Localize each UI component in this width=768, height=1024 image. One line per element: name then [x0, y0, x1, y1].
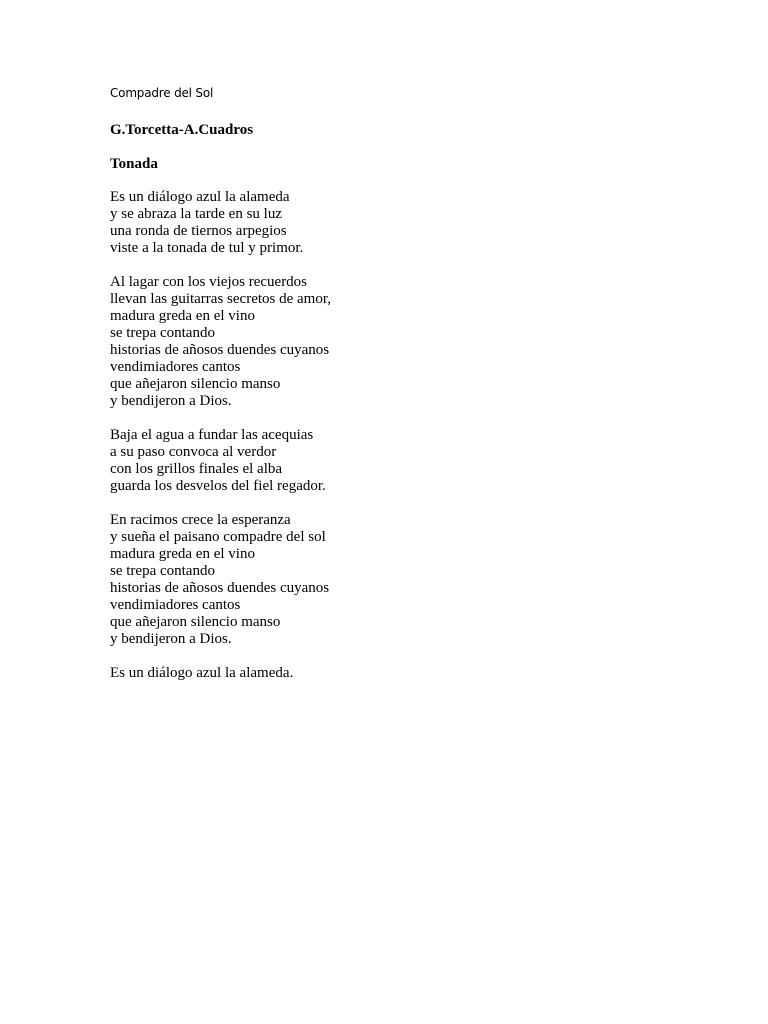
song-authors: G.Torcetta-A.Cuadros [110, 122, 254, 138]
lyric-line: madura greda en el vino [110, 308, 255, 324]
lyric-line: Es un diálogo azul la alameda [110, 189, 290, 205]
stanza-5 [110, 665, 710, 682]
song-genre: Tonada [110, 156, 158, 172]
stanza-1 [110, 189, 710, 257]
lyric-line: viste a la tonada de tul y primor. [110, 240, 304, 256]
lyric-line: Al lagar con los viejos recuerdos [110, 274, 308, 290]
lyrics-body [110, 189, 710, 699]
lyric-line: madura greda en el vino [110, 546, 255, 562]
lyric-line: y bendijeron a Dios. [110, 631, 232, 647]
lyric-line: se trepa contando [110, 563, 215, 579]
stanza-4 [110, 512, 710, 648]
lyric-line: una ronda de tiernos arpegios [110, 223, 287, 239]
lyric-line: se trepa contando [110, 325, 215, 341]
lyric-line: y bendijeron a Dios. [110, 393, 232, 409]
lyric-line: Baja el agua a fundar las acequias [110, 427, 314, 443]
lyric-line: vendimiadores cantos [110, 597, 241, 613]
lyric-line: historias de añosos duendes cuyanos [110, 580, 330, 596]
document-title: Compadre del Sol [110, 86, 214, 100]
lyric-line: a su paso convoca al verdor [110, 444, 277, 460]
lyric-line: que añejaron silencio manso [110, 614, 281, 630]
lyric-line: vendimiadores cantos [110, 359, 241, 375]
lyric-line: que añejaron silencio manso [110, 376, 281, 392]
lyric-line: Es un diálogo azul la alameda. [110, 665, 294, 681]
lyric-line: llevan las guitarras secretos de amor, [110, 291, 331, 307]
lyric-line: y se abraza la tarde en su luz [110, 206, 282, 222]
lyric-line: En racimos crece la esperanza [110, 512, 291, 528]
lyric-line: guarda los desvelos del fiel regador. [110, 478, 326, 494]
lyric-line: con los grillos finales el alba [110, 461, 283, 477]
lyric-line: historias de añosos duendes cuyanos [110, 342, 330, 358]
stanza-3 [110, 427, 710, 495]
stanza-2 [110, 274, 710, 410]
lyric-line: y sueña el paisano compadre del sol [110, 529, 326, 545]
